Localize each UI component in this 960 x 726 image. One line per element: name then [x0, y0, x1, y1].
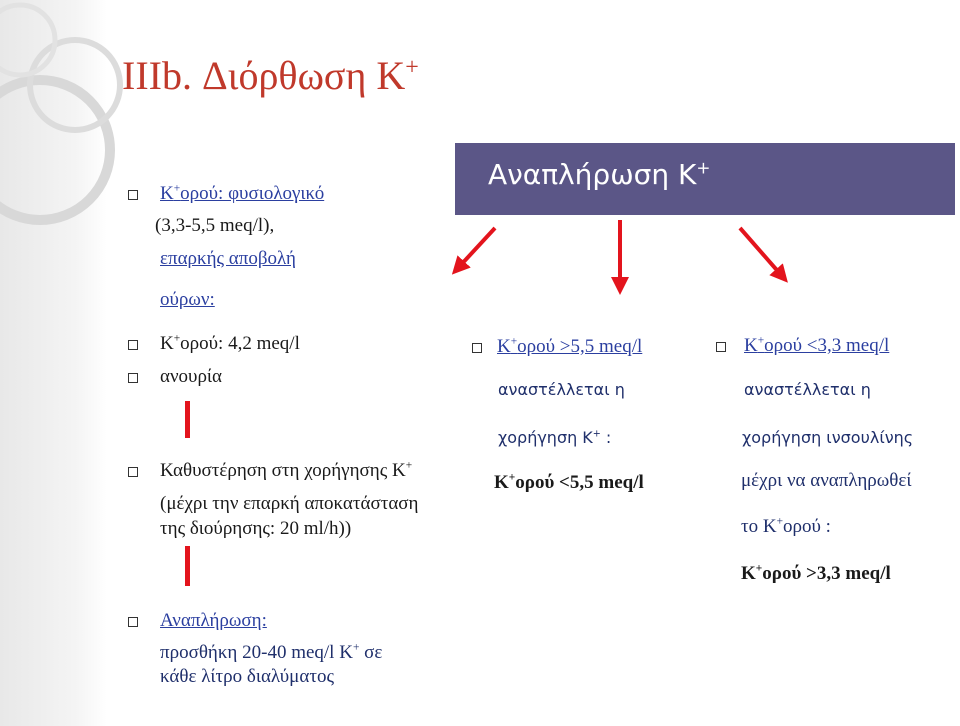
decorative-circles: [0, 0, 170, 300]
right-line3: χορήγηση ινσουλίνης: [742, 428, 914, 447]
slide-title: IIIb. Διόρθωση Κ+: [122, 53, 419, 98]
middle-line2: αναστέλλεται η: [498, 380, 625, 399]
bullet-checkbox-icon: [128, 617, 138, 627]
left-b2: Κ+ορού: 4,2 meq/l: [160, 332, 300, 354]
header-title: Αναπλήρωση Κ+: [488, 157, 711, 191]
left-b1-line4: ούρων:: [160, 289, 215, 310]
bullet-checkbox-icon: [128, 340, 138, 350]
left-b4-line3: της διούρησης: 20 ml/h)): [160, 518, 352, 539]
bullet-checkbox-icon: [128, 373, 138, 383]
arrow-right: [740, 228, 782, 276]
right-line2: αναστέλλεται η: [744, 380, 871, 399]
red-down-bar: [185, 401, 190, 438]
bullet-checkbox-icon: [128, 190, 138, 200]
right-line4: μέχρι να αναπληρωθεί: [741, 470, 912, 491]
middle-line1: Κ+ορού >5,5 meq/l: [497, 335, 643, 357]
left-b1-line3: επαρκής αποβολή: [160, 248, 296, 269]
left-b3: ανουρία: [160, 366, 223, 387]
middle-line3: χορήγηση Κ+ :: [498, 428, 612, 447]
right-line1: Κ+ορού <3,3 meq/l: [744, 334, 890, 356]
left-b4-line2: (μέχρι την επαρκή αποκατάσταση: [160, 493, 419, 514]
left-b1-line1: Κ+ορού: φυσιολογικό: [160, 182, 325, 204]
left-b5-line3: κάθε λίτρο διαλύματος: [160, 666, 334, 687]
arrow-left: [458, 228, 495, 268]
right-line6: Κ+ορού >3,3 meq/l: [741, 562, 891, 584]
left-b1-line2: (3,3-5,5 meq/l),: [155, 215, 275, 236]
left-b5-line2: προσθήκη 20-40 meq/l K+ σε: [160, 641, 383, 663]
bullet-checkbox-icon: [128, 467, 138, 477]
left-b5-line1: Αναπλήρωση:: [160, 610, 267, 631]
middle-line4: Κ+ορού <5,5 meq/l: [494, 471, 644, 493]
bullet-checkbox-icon: [472, 343, 482, 353]
left-b4-line1: Καθυστέρηση στη χορήγησης Κ+: [160, 459, 413, 481]
bullet-checkbox-icon: [716, 342, 726, 352]
red-down-bar: [185, 546, 190, 586]
right-line5: το Κ+ορού :: [741, 515, 831, 537]
